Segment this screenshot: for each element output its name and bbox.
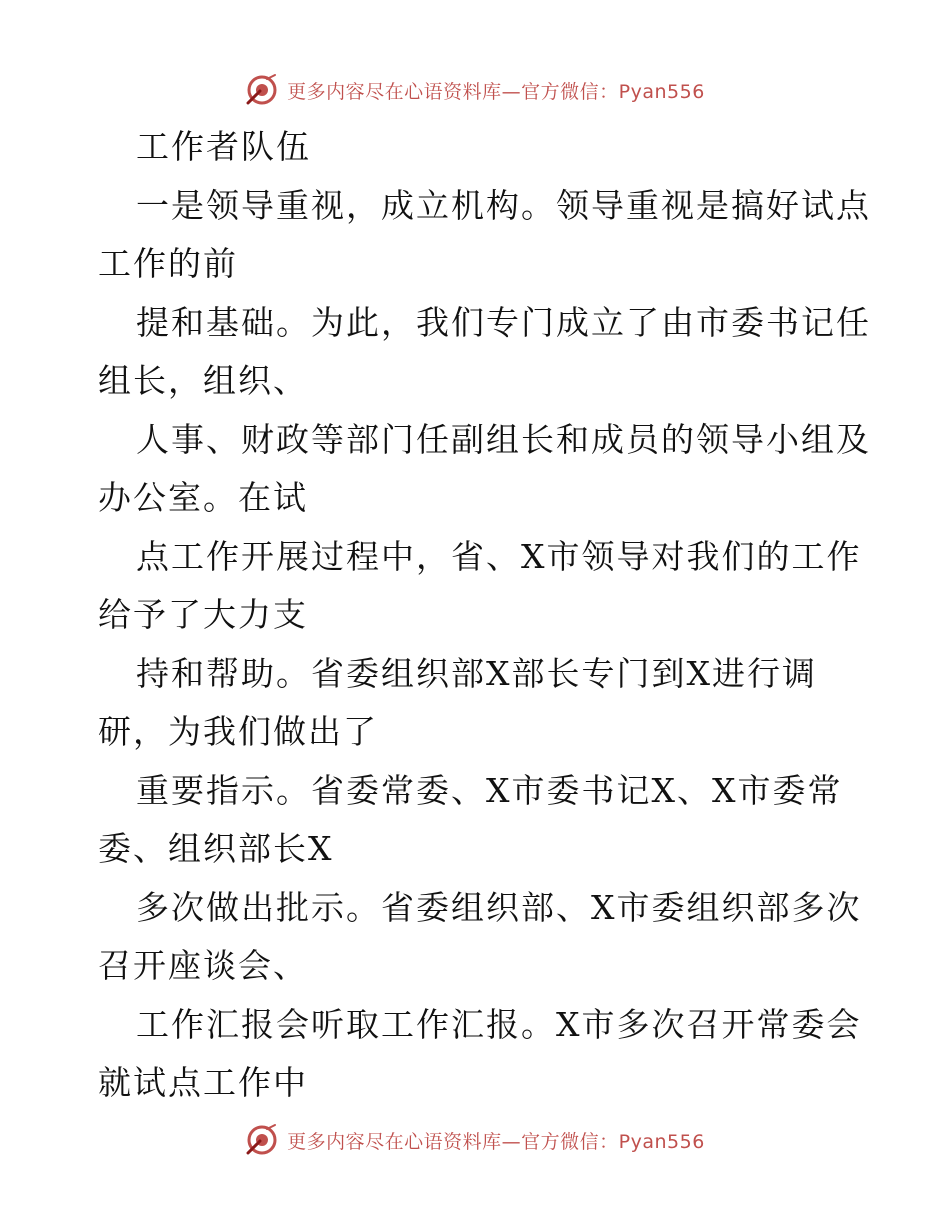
- text-line: 多次做出批示。省委组织部、X市委组织部多次: [136, 887, 862, 927]
- text-line: 委、组织部长X: [98, 829, 334, 868]
- document-body: [98, 118, 871, 1113]
- text-line: 给予了大力支: [98, 595, 308, 634]
- text-line: 工作的前: [98, 244, 238, 283]
- text-line: 人事、财政等部门任副组长和成员的领导小组及: [136, 419, 871, 459]
- text-line: 办公室。在试: [98, 478, 308, 517]
- text-line: 一是领导重视，成立机构。领导重视是搞好试点: [136, 185, 871, 225]
- header-banner: [0, 70, 950, 110]
- text-line: 就试点工作中: [98, 1063, 308, 1102]
- text-line: 工作者队伍: [136, 127, 311, 166]
- text-line: 持和帮助。省委组织部X部长专门到X进行调: [136, 653, 817, 693]
- text-line: 召开座谈会、: [98, 946, 308, 985]
- text-line: 研，为我们做出了: [98, 712, 378, 751]
- text-line: 提和基础。为此，我们专门成立了由市委书记任: [136, 302, 871, 342]
- footer-banner: [0, 1120, 950, 1160]
- pen-logo-icon: [245, 1123, 279, 1157]
- text-line: 工作汇报会听取工作汇报。X市多次召开常委会: [136, 1004, 862, 1044]
- text-line: 点工作开展过程中，省、X市领导对我们的工作: [136, 536, 862, 576]
- text-line: 组长，组织、: [98, 361, 308, 400]
- text-line: 重要指示。省委常委、X市委书记X、X市委常: [136, 770, 843, 810]
- pen-logo-icon: [245, 73, 279, 107]
- header-banner-text: 更多内容尽在心语资料库—官方微信：Pyan556: [287, 80, 705, 103]
- footer-banner-text: 更多内容尽在心语资料库—官方微信：Pyan556: [287, 1130, 705, 1153]
